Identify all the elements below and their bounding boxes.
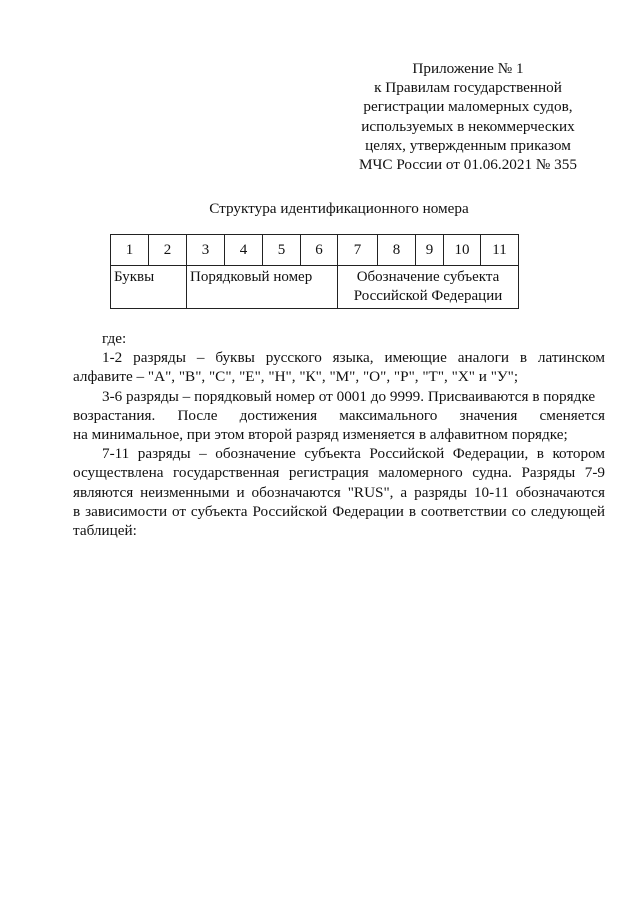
paragraph-line: в зависимости от субъекта Российской Федерации в соответствии со следующей [73, 502, 605, 520]
digit-row [111, 235, 519, 266]
digit-cell: 2 [149, 235, 187, 266]
appendix-line: регистрации маломерных судов, [363, 98, 573, 116]
paragraph-line: 7-11 разряды – обозначение субъекта Российской Федерации, в котором [102, 445, 605, 463]
digit-cell: 11 [481, 235, 519, 266]
paragraph-line: 3-6 разряды – порядковый номер от 0001 до 9999. Присваиваются в порядке [102, 387, 596, 405]
digit-cell: 3 [187, 235, 225, 266]
paragraph-line: возрастания. После достижения максимального значения сменяется [73, 406, 605, 424]
digit-cell: 9 [416, 235, 444, 266]
appendix-line: целях, утвержденным приказом [365, 136, 571, 154]
group-serial-number: Порядковый номер [187, 266, 338, 309]
digit-cell: 6 [301, 235, 338, 266]
body-text [73, 329, 605, 540]
where-label: где: [102, 330, 127, 347]
appendix-header [348, 59, 588, 174]
group-region: Обозначение субъекта Российской Федерации [338, 266, 519, 309]
digit-cell: 10 [444, 235, 481, 266]
appendix-line: используемых в некоммерческих [361, 117, 575, 135]
appendix-line: МЧС России от 01.06.2021 № 355 [359, 156, 577, 174]
paragraph-line: на минимальное, при этом второй разряд изменяется в алфавитном порядке; [73, 426, 568, 444]
group-row [111, 266, 519, 309]
digit-cell: 4 [225, 235, 263, 266]
appendix-line: Приложение № 1 [412, 60, 524, 77]
paragraph-line: алфавите – "А", "В", "С", "Е", "Н", "К", "М", "О", "Р", "Т", "Х" и "У"; [73, 368, 519, 386]
digit-cell: 8 [378, 235, 416, 266]
paragraph-line: являются неизменными и обозначаются "RUS", а разряды 10-11 обозначаются [73, 483, 605, 501]
structure-title: Структура идентификационного номера [209, 200, 469, 217]
id-structure-table [110, 234, 519, 309]
paragraph-line: 1-2 разряды – буквы русского языка, имеющие аналоги в латинском [102, 349, 605, 367]
digit-cell: 7 [338, 235, 378, 266]
paragraph-line: осуществлена государственная регистрация маломерного судна. Разряды 7-9 [73, 464, 605, 482]
digit-cell: 5 [263, 235, 301, 266]
group-letters: Буквы [111, 266, 187, 309]
digit-cell: 1 [111, 235, 149, 266]
appendix-line: к Правилам государственной [374, 79, 562, 97]
paragraph-line: таблицей: [73, 522, 137, 540]
